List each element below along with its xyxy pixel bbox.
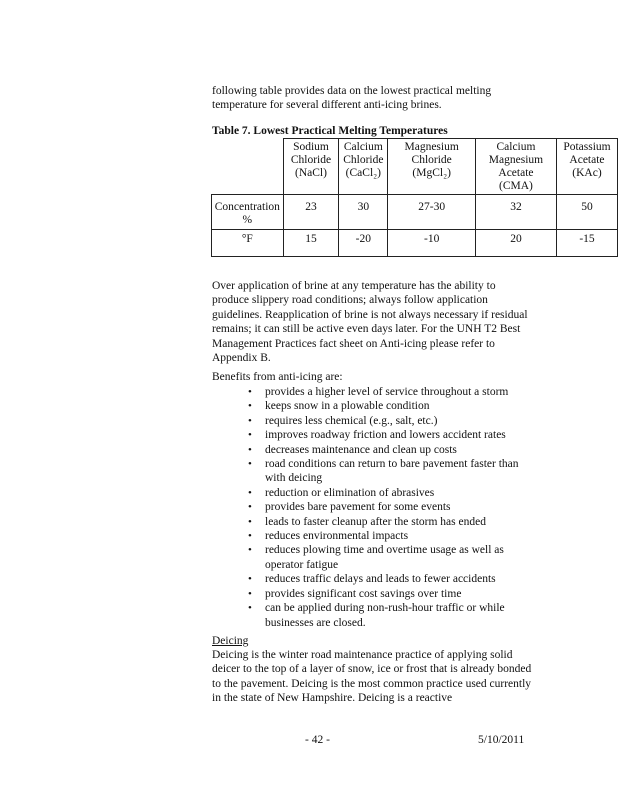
table-cell: -20 [339, 230, 388, 257]
table-cell: 20 [475, 230, 556, 257]
table-header-row [212, 139, 618, 195]
table-corner-cell [212, 139, 284, 195]
melting-temperature-table [211, 138, 618, 257]
table-row-concentration [212, 195, 618, 230]
deicing-heading: Deicing [212, 635, 249, 647]
list-item: • keeps snow in a plowable condition [248, 399, 540, 413]
list-item: • reduction or elimination of abrasives [248, 486, 540, 500]
benefits-list [248, 385, 540, 630]
column-header-nacl [283, 139, 339, 195]
list-item: • provides significant cost savings over time [248, 587, 540, 601]
intro-paragraph: following table provides data on the lowest practical melting temperature for several different anti-icing brines. [212, 85, 492, 112]
list-item: • can be applied during non-rush-hour traffic or while businesses are closed. [248, 601, 540, 630]
column-name: Calcium [496, 141, 536, 153]
list-item: • reduces environmental impacts [248, 529, 540, 543]
column-chem: Chloride [343, 154, 384, 166]
row-label: Concentration % [212, 195, 284, 230]
column-header-cacl2 [339, 139, 388, 195]
list-item: • provides a higher level of service throughout a storm [248, 385, 540, 399]
list-item: • reduces traffic delays and leads to fewer accidents [248, 572, 540, 586]
table-cell: 32 [475, 195, 556, 230]
column-header-cma [475, 139, 556, 195]
column-chem: Magnesium Acetate [488, 154, 544, 179]
list-item: • provides bare pavement for some events [248, 500, 540, 514]
list-item: • leads to faster cleanup after the storm has ended [248, 515, 540, 529]
column-name: Potassium [563, 141, 611, 153]
over-application-paragraph: Over application of brine at any temperature has the ability to produce slippery road conditions; always follow application guidelines. Reapplication of brine is not always necessary if residual remains; it can still be active even days later. For the UNH T2 Best Management Practices fact sheet on Anti-icing please refer to Appendix B. [212, 280, 528, 365]
column-chem: Chloride [290, 154, 332, 166]
footer-date: 5/10/2011 [478, 734, 525, 746]
list-item: • improves roadway friction and lowers accident rates [248, 428, 540, 442]
page-number: - 42 - [305, 734, 330, 746]
deicing-paragraph: Deicing is the winter road maintenance practice of applying solid deicer to the top of a layer of snow, ice or frost that is already bonded to the pavement. Deicing is the most common practice used currently in the state of New Hampshire. Deicing is a reactive [212, 649, 532, 705]
table-caption: Table 7. Lowest Practical Melting Temperatures [212, 125, 448, 137]
table-cell: 15 [283, 230, 339, 257]
table-row-temperature [212, 230, 618, 257]
list-item: • requires less chemical (e.g., salt, etc.) [248, 414, 540, 428]
benefits-intro: Benefits from anti-icing are: [212, 371, 343, 383]
column-formula: (CMA) [499, 180, 533, 192]
column-name: Magnesium [404, 141, 459, 153]
column-header-mgcl2 [388, 139, 476, 195]
list-item: • decreases maintenance and clean up costs [248, 443, 540, 457]
table-cell: 27-30 [388, 195, 476, 230]
table-cell: -15 [556, 230, 617, 257]
column-formula: (KAc) [572, 167, 602, 179]
list-item: • road conditions can return to bare pavement faster than with deicing [248, 457, 540, 486]
list-item: • reduces plowing time and overtime usage as well as operator fatigue [248, 543, 540, 572]
row-label: °F [212, 230, 284, 257]
column-formula: (CaCl₂) [345, 167, 381, 179]
column-formula: (NaCl) [295, 167, 327, 179]
column-formula: (MgCl₂) [412, 167, 451, 179]
table-cell: 23 [283, 195, 339, 230]
table-cell: 50 [556, 195, 617, 230]
column-name: Sodium [293, 141, 329, 153]
table-cell: 30 [339, 195, 388, 230]
table-cell: -10 [388, 230, 476, 257]
column-chem: Acetate [569, 154, 605, 166]
column-header-kac [556, 139, 617, 195]
column-chem: Chloride [411, 154, 452, 166]
column-name: Calcium [343, 141, 383, 153]
